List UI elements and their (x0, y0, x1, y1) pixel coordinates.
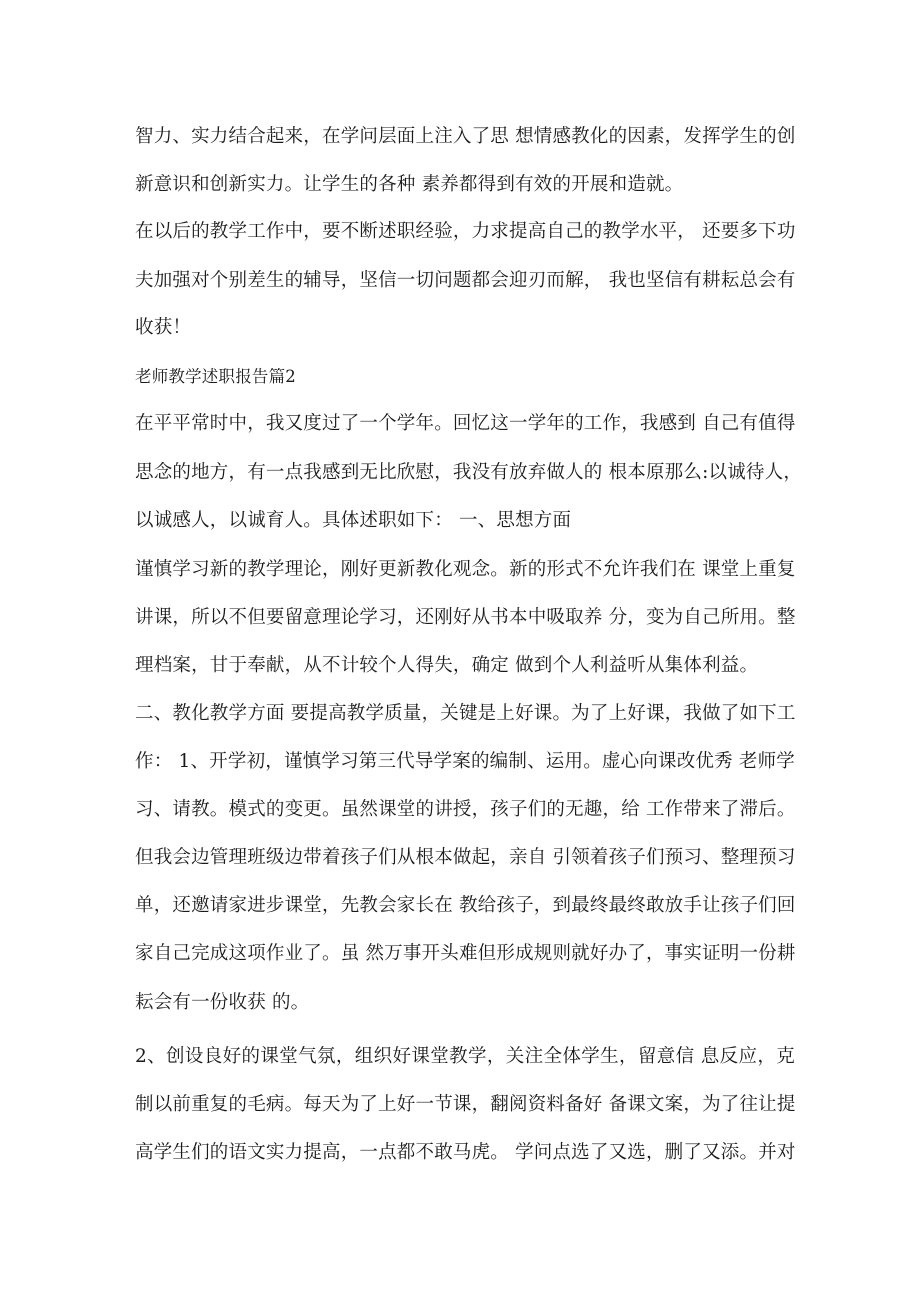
text-line: 但我会边管理班级边带着孩子们从根本做起，亲自 引领着孩子们预习、整理预习 (135, 847, 796, 868)
text-line: 单，还邀请家进步课堂，先教会家长在 教给孩子，到最终最终敢放手让孩子们回 (135, 895, 796, 916)
text-line: 高学生们的语文实力提高，一点都不敢马虎。 学问点选了又选，删了又添。并对 (135, 1142, 796, 1163)
text-line: 习、请教。模式的变更。虽然课堂的讲授，孩子们的无趣，给 工作带来了滞后。 (135, 799, 796, 820)
text-line: 2、创设良好的课堂气氛，组织好课堂教学，关注全体学生，留意信 息反应，克 (135, 1046, 795, 1067)
text-line: 在以后的教学工作中，要不断述职经验，力求提高自己的教学水平， 还要多下功 (135, 221, 796, 242)
text-line: 夫加强对个别差生的辅导，坚信一切问题都会迎刃而解， 我也坚信有耕耘总会有 (135, 270, 796, 291)
text-line: 制以前重复的毛病。每天为了上好一节课，翻阅资料备好 备课文案，为了往让提 (135, 1094, 796, 1115)
text-line: 智力、实力结合起来，在学问层面上注入了思 想情感教化的因素，发挥学生的创 (135, 126, 796, 147)
text-line: 收获！ (135, 317, 192, 338)
text-line: 以诚感人，以诚育人。具体述职如下： 一、思想方面 (135, 510, 572, 531)
text-line: 在平平常时中，我又度过了一个学年。回忆这一学年的工作，我感到 自己有值得 (135, 413, 796, 434)
section-heading: 老师教学述职报告篇2 (135, 367, 296, 386)
text-line: 理档案，甘于奉献，从不计较个人得失，确定 做到个人利益听从集体利益。 (135, 655, 759, 676)
text-line: 讲课，所以不但要留意理论学习，还刚好从书本中吸取养 分，变为自己所用。整 (135, 607, 796, 628)
text-line: 耘会有一份收获 的。 (135, 992, 310, 1013)
text-line: 新意识和创新实力。让学生的各种 素养都得到有效的开展和造就。 (135, 174, 684, 195)
text-line: 家自己完成这项作业了。虽 然万事开头难但形成规则就好办了，事实证明一份耕 (135, 943, 796, 964)
text-line: 思念的地方，有一点我感到无比欣慰，我没有放弃做人的 根本原那么:以诚待人， (135, 462, 803, 483)
text-line: 谨慎学习新的教学理论，刚好更新教化观念。新的形式不允许我们在 课堂上重复 (135, 559, 796, 580)
text-line: 二、教化教学方面 要提高教学质量，关键是上好课。为了上好课，我做了如下工 (135, 703, 796, 724)
text-line: 作： 1、开学初，谨慎学习第三代导学案的编制、运用。虚心向课改优秀 老师学 (135, 751, 795, 772)
